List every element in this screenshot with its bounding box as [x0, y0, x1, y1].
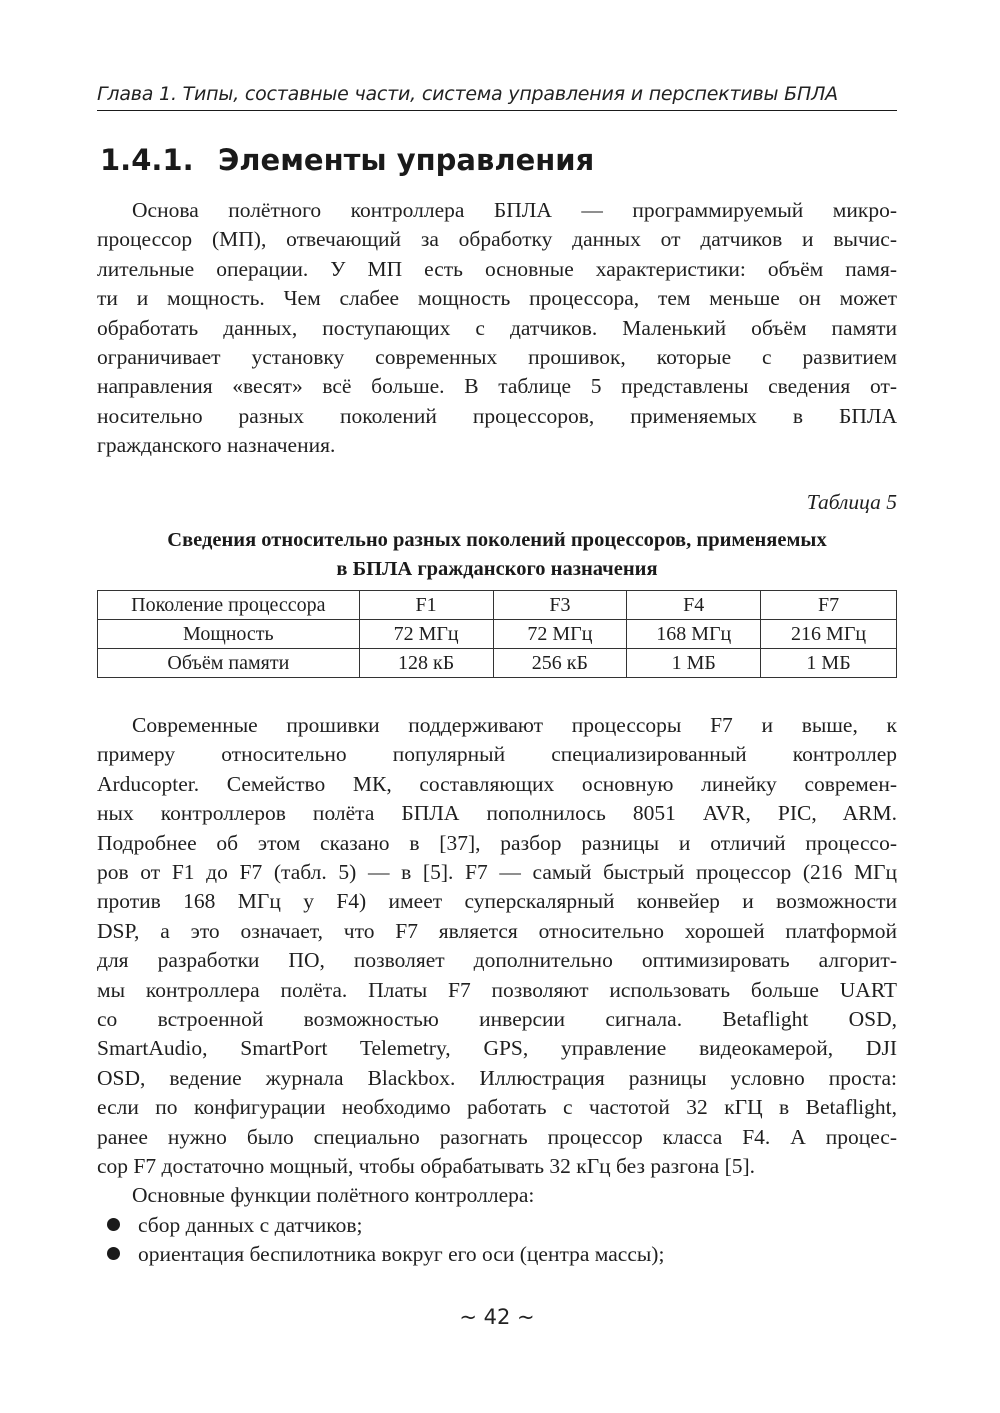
- table-cell: 216 МГц: [761, 620, 897, 649]
- page-number: ~ 42 ~: [459, 1305, 535, 1329]
- table-cell: F7: [761, 591, 897, 620]
- table-cell: 256 кБ: [493, 649, 627, 678]
- paragraph-line: носительно разных поколений процессоров, применяемых в БПЛА: [97, 403, 897, 428]
- table-cell: F4: [627, 591, 761, 620]
- paragraph-line: примеру относительно популярный специализированный контроллер: [97, 742, 897, 767]
- table-cell: 72 МГц: [493, 620, 627, 649]
- table-caption-line: Сведения относительно разных поколений процессоров, применяемых: [167, 529, 827, 551]
- paragraph-line: OSD, ведение журнала Blackbox. Иллюстрация разницы условно проста:: [97, 1065, 897, 1090]
- table-cell: 1 МБ: [627, 649, 761, 678]
- table-cell: 1 МБ: [761, 649, 897, 678]
- paragraph-line: направления «весят» всё больше. В таблице 5 представлены сведения от-: [97, 374, 897, 399]
- bullet-icon: [107, 1247, 120, 1260]
- table-row: [98, 649, 897, 678]
- paragraph-line: ти и мощность. Чем слабее мощность процессора, тем меньше он может: [97, 286, 897, 311]
- paragraph-3: [97, 1181, 897, 1210]
- section-number: 1.4.1.: [100, 143, 194, 177]
- section-title: Элементы управления: [218, 143, 595, 177]
- section-heading: [100, 140, 594, 180]
- paragraph-1: [97, 196, 897, 461]
- header-rule: [97, 110, 897, 111]
- table-cell: 168 МГц: [627, 620, 761, 649]
- paragraph-line: DSP, а это означает, что F7 является относительно хорошей платформой: [97, 918, 897, 943]
- table-cell: F1: [359, 591, 493, 620]
- paragraph-2: [97, 711, 897, 1182]
- paragraph-line: Основные функции полётного контроллера:: [132, 1183, 535, 1207]
- table-caption: [97, 526, 897, 584]
- paragraph-line: для разработки ПО, позволяет дополнительно оптимизировать алгорит-: [97, 948, 897, 973]
- paragraph-line: ранее нужно было специально разогнать процессор класса F4. А процес-: [97, 1124, 897, 1149]
- paragraph-line: обработать данных, поступающих с датчиков. Маленький объём памяти: [97, 315, 897, 340]
- table-caption-line: в БПЛА гражданского назначения: [336, 558, 658, 580]
- paragraph-line: лительные операции. У МП есть основные характеристики: объём памя-: [97, 256, 897, 281]
- paragraph-line: сор F7 достаточно мощный, чтобы обрабатывать 32 кГц без разгона [5].: [97, 1154, 756, 1179]
- paragraph-line: со встроенной возможностью инверсии сигнала. Betaflight OSD,: [97, 1007, 897, 1032]
- table-row: [98, 620, 897, 649]
- table-cell: F3: [493, 591, 627, 620]
- bullet-item: [97, 1240, 897, 1269]
- table-cell: 72 МГц: [359, 620, 493, 649]
- table-cell: Поколение процессора: [98, 591, 360, 620]
- paragraph-line: Основа полётного контроллера БПЛА — программируемый микро-: [132, 198, 897, 222]
- bullet-item: [97, 1211, 897, 1240]
- table-header-row: [98, 591, 897, 620]
- paragraph-line: Подробнее об этом сказано в [37], разбор разницы и отличий процессо-: [97, 830, 897, 855]
- paragraph-line: Современные прошивки поддерживают процессоры F7 и выше, к: [132, 713, 897, 737]
- paragraph-line: мы контроллера полёта. Платы F7 позволяют использовать больше UART: [97, 977, 897, 1002]
- paragraph-line: гражданского назначения.: [97, 433, 336, 458]
- paragraph-line: ров от F1 до F7 (табл. 5) — в [5]. F7 — самый быстрый процессор (216 МГц: [97, 860, 897, 885]
- paragraph-line: процессор (МП), отвечающий за обработку данных от датчиков и вычис-: [97, 227, 897, 252]
- paragraph-line: против 168 МГц у F4) имеет суперскалярный конвейер и возможности: [97, 889, 897, 914]
- table-cell: Мощность: [98, 620, 360, 649]
- paragraph-line: ограничивает установку современных прошивок, которые с развитием: [97, 345, 897, 370]
- paragraph-line: ных контроллеров полёта БПЛА пополнилось 8051 AVR, PIC, ARM.: [97, 801, 897, 826]
- table-label: Таблица 5: [806, 490, 897, 514]
- running-header: Глава 1. Типы, составные части, система управления и перспективы БПЛА: [97, 83, 838, 105]
- table-cell: 128 кБ: [359, 649, 493, 678]
- bullet-text: сбор данных с датчиков;: [138, 1213, 363, 1237]
- paragraph-line: если по конфигурации необходимо работать с частотой 32 кГЦ в Betaflight,: [97, 1095, 897, 1120]
- bullet-text: ориентация беспилотника вокруг его оси (центра массы);: [138, 1242, 665, 1266]
- paragraph-line: SmartAudio, SmartPort Telemetry, GPS, управление видеокамерой, DJI: [97, 1036, 897, 1061]
- bullet-icon: [107, 1218, 120, 1231]
- paragraph-line: Arducopter. Семейство МК, составляющих основную линейку современ-: [97, 771, 897, 796]
- table-cell: Объём памяти: [98, 649, 360, 678]
- processor-table: [97, 590, 897, 678]
